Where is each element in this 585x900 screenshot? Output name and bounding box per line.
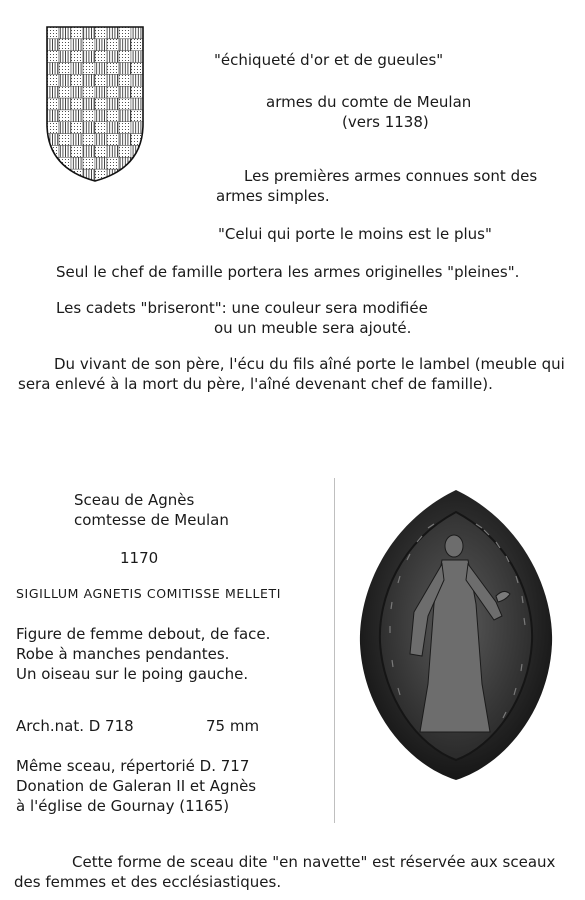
archive-reference: Arch.nat. D 718 (16, 717, 134, 735)
head-of-family-text: Seul le chef de famille portera les armes originelles "pleines". (56, 263, 520, 281)
seal-title-line-2: comtesse de Meulan (74, 511, 229, 529)
seal-year: 1170 (120, 549, 159, 567)
same-seal-line-1: Même sceau, répertorié D. 717 (16, 757, 250, 775)
cadets-line-2: ou un meuble sera ajouté. (214, 319, 412, 337)
cadets-line-1: Les cadets "briseront": une couleur sera modifiée (56, 299, 428, 317)
seal-legend: SIGILLUM AGNETIS COMITISSE MELLETI (16, 586, 282, 601)
seal-desc-line-1: Figure de femme debout, de face. (16, 625, 271, 643)
footer-note: Cette forme de sceau dite "en navette" est réservée aux sceaux des femmes et des ecclésiastiques. (14, 853, 556, 891)
column-divider (334, 478, 335, 823)
first-arms-paragraph: Les premières armes connues sont des armes simples. (216, 167, 538, 205)
blazon-text: "échiqueté d'or et de gueules" (214, 51, 444, 69)
arms-caption: armes du comte de Meulan (266, 93, 472, 111)
arms-date: (vers 1138) (342, 113, 429, 131)
maxim-quote: "Celui qui porte le moins est le plus" (218, 225, 492, 243)
same-seal-line-2: Donation de Galeran II et Agnès (16, 777, 257, 795)
lambel-paragraph: Du vivant de son père, l'écu du fils aîné porte le lambel (meuble qui sera enlevé à la mort du père, l'aîné devenant chef de famille). (18, 355, 565, 393)
wax-seal-image (356, 484, 556, 784)
same-seal-line-3: à l'église de Gournay (1165) (16, 797, 230, 815)
seal-size: 75 mm (206, 717, 260, 735)
seal-desc-line-3: Un oiseau sur le poing gauche. (16, 665, 249, 683)
seal-desc-line-2: Robe à manches pendantes. (16, 645, 230, 663)
seal-title-line-1: Sceau de Agnès (74, 491, 195, 509)
checky-shield-icon (46, 26, 144, 182)
